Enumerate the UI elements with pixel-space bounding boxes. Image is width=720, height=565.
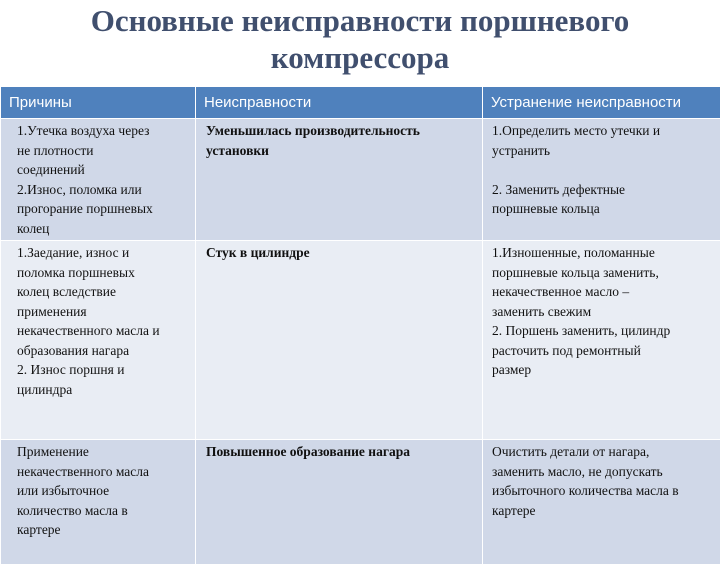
cell-line: Повышенное образование нагара (206, 442, 478, 462)
page-title (0, 2, 720, 76)
cell-line: установки (206, 141, 478, 161)
cell-line: поршневые кольца (492, 199, 716, 219)
cell-spacer (492, 160, 716, 180)
cell-line: или избыточное (17, 481, 191, 501)
cell-line: применения (17, 302, 191, 322)
cause-cell (1, 241, 196, 440)
cell-line: количество масла в (17, 501, 191, 521)
cell-line: поломка поршневых (17, 263, 191, 283)
cell-line: некачественного масла и (17, 321, 191, 341)
cell-line: 2. Поршень заменить, цилиндр (492, 321, 716, 341)
title-line-1: Основные неисправности поршневого (0, 2, 720, 39)
table-row (1, 241, 720, 440)
cell-line: Стук в цилиндре (206, 243, 478, 263)
cell-line: образования нагара (17, 341, 191, 361)
cell-line: 1.Определить место утечки и (492, 121, 716, 141)
header-causes: Причины (1, 87, 196, 119)
remedy-cell (483, 241, 720, 440)
cell-line: 1.Изношенные, поломанные (492, 243, 716, 263)
remedy-cell (483, 440, 720, 565)
cell-line: колец вследствие (17, 282, 191, 302)
cause-cell (1, 440, 196, 565)
cell-line: 1.Утечка воздуха через (17, 121, 191, 141)
cell-line: картере (492, 501, 716, 521)
cell-line: 2. Износ поршня и (17, 360, 191, 380)
cell-line: Применение (17, 442, 191, 462)
table-header-row (1, 87, 720, 119)
cell-line: размер (492, 360, 716, 380)
faults-table (0, 86, 720, 565)
cell-line: картере (17, 520, 191, 540)
remedy-cell (483, 119, 720, 241)
cell-line: 2.Износ, поломка или (17, 180, 191, 200)
fault-cell (196, 440, 483, 565)
fault-cell (196, 119, 483, 241)
cell-line: устранить (492, 141, 716, 161)
cell-line: заменить свежим (492, 302, 716, 322)
header-remedy: Устранение неисправности (483, 87, 720, 119)
cell-line: цилиндра (17, 380, 191, 400)
cell-line: некачественное масло – (492, 282, 716, 302)
cell-line: колец (17, 219, 191, 239)
cause-cell (1, 119, 196, 241)
cell-line: избыточного количества масла в (492, 481, 716, 501)
fault-cell (196, 241, 483, 440)
cell-line: соединений (17, 160, 191, 180)
cell-line: расточить под ремонтный (492, 341, 716, 361)
cell-line: Очистить детали от нагара, (492, 442, 716, 462)
header-faults: Неисправности (196, 87, 483, 119)
table-row (1, 440, 720, 565)
cell-line: 1.Заедание, износ и (17, 243, 191, 263)
cell-line: заменить масло, не допускать (492, 462, 716, 482)
table-row (1, 119, 720, 241)
cell-line: некачественного масла (17, 462, 191, 482)
title-line-2: компрессора (0, 39, 720, 76)
cell-line: 2. Заменить дефектные (492, 180, 716, 200)
cell-line: не плотности (17, 141, 191, 161)
cell-line: прогорание поршневых (17, 199, 191, 219)
cell-line: Уменьшилась производительность (206, 121, 478, 141)
cell-line: поршневые кольца заменить, (492, 263, 716, 283)
